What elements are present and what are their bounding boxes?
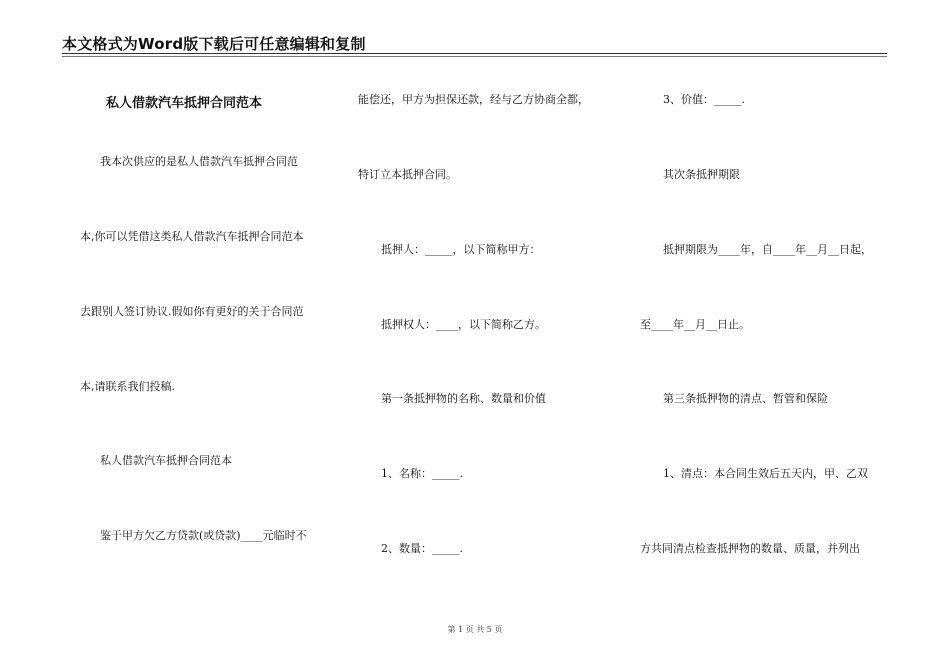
left-text-line-2: 本,你可以凭借这类私人借款汽车抵押合同范本 — [80, 230, 304, 243]
middle-text-line-1: 能偿还，甲方为担保还款，经与乙方协商全都， — [358, 93, 589, 106]
middle-text-line-3: 抵押人：_____，以下简称甲方： — [381, 243, 541, 256]
contract-title: 私人借款汽车抵押合同范本 — [106, 96, 263, 111]
left-text-line-1: 我本次供应的是私人借款汽车抵押合同范 — [100, 155, 298, 168]
middle-text-line-4: 抵押权人：____，以下简称乙方。 — [381, 318, 546, 331]
right-text-line-4: 至____年__月__日止。 — [640, 318, 750, 331]
middle-text-line-2: 特订立本抵押合同。 — [358, 168, 457, 181]
left-text-line-4: 本,请联系我们投稿. — [80, 380, 175, 393]
right-text-line-3: 抵押期限为____年，自____年__月__日起， — [663, 243, 872, 256]
right-text-line-5: 第三条抵押物的清点、暂管和保险 — [663, 392, 828, 405]
middle-text-line-5: 第一条抵押物的名称、数量和价值 — [381, 392, 546, 405]
middle-text-line-6: 1、名称：_____. — [381, 467, 463, 480]
left-text-line-3: 去跟别人签订协议.假如你有更好的关于合同范 — [80, 305, 304, 318]
middle-text-line-7: 2、数量：_____. — [381, 542, 463, 555]
header-divider — [62, 53, 887, 54]
right-text-line-7: 方共同清点检查抵押物的数量、质量，并列出 — [640, 542, 860, 555]
page-number-footer: 第 1 页 共 5 页 — [447, 625, 503, 634]
left-text-line-6: 鉴于甲方欠乙方贷款(或贷款)____元临时不 — [100, 529, 307, 542]
right-text-line-6: 1、清点：本合同生效后五天内，甲、乙双 — [663, 467, 868, 480]
right-text-line-2: 其次条抵押期限 — [663, 168, 740, 181]
left-text-line-5: 私人借款汽车抵押合同范本 — [100, 454, 232, 467]
right-text-line-1: 3、价值：_____. — [663, 93, 745, 106]
header-divider-thin — [62, 56, 887, 57]
document-header-title: 本文格式为Word版下载后可任意编辑和复制 — [62, 35, 366, 53]
